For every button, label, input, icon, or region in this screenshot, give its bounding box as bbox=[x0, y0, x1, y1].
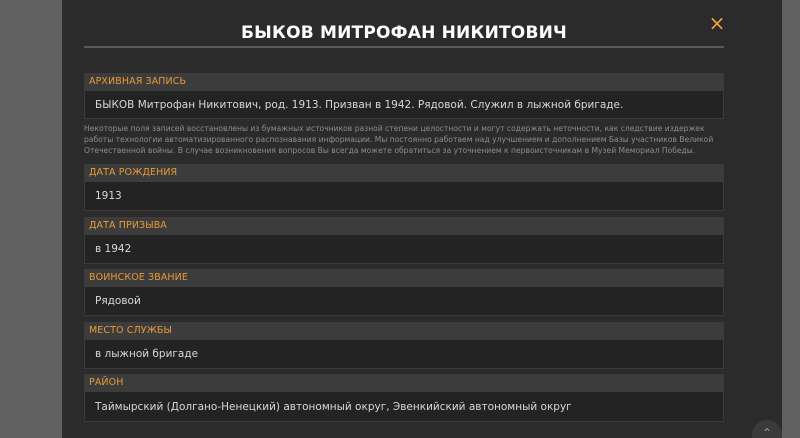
field-label: ДАТА РОЖДЕНИЯ bbox=[84, 164, 724, 182]
chevron-up-icon: ⌃ bbox=[761, 426, 773, 438]
archive-record-label: АРХИВНАЯ ЗАПИСЬ bbox=[84, 73, 724, 91]
close-icon[interactable]: × bbox=[708, 11, 726, 35]
field-conscription-date bbox=[84, 217, 724, 264]
archive-record-block bbox=[84, 73, 724, 119]
field-label: РАЙОН bbox=[84, 374, 724, 392]
field-birth-date bbox=[84, 164, 724, 211]
field-value: 1913 bbox=[84, 182, 724, 211]
title-divider bbox=[84, 46, 724, 48]
field-service-place bbox=[84, 322, 724, 369]
field-label: ВОИНСКОЕ ЗВАНИЕ bbox=[84, 269, 724, 287]
field-label: ДАТА ПРИЗЫВА bbox=[84, 217, 724, 235]
field-value: в лыжной бригаде bbox=[84, 340, 724, 369]
field-district bbox=[84, 374, 724, 422]
field-value: в 1942 bbox=[84, 235, 724, 264]
field-value: Таймырский (Долгано-Ненецкий) автономный округ, Эвенкийский автономный округ bbox=[84, 392, 724, 422]
field-value: Рядовой bbox=[84, 287, 724, 316]
field-military-rank bbox=[84, 269, 724, 316]
disclaimer-text: Некоторые поля записей восстановлены из бумажных источников разной степени целостности и могут содержать неточности, как следствие издержек работы технологии автоматизированного распознавания информации. Мы постоянно работаем над улучшением и дополнением Базы участников Великой Отечественной войны. В случае возникновения вопросов Вы всегда можете обратиться за уточнением к первоисточникам в Музей Мемориал Победы. bbox=[84, 124, 714, 156]
archive-record-value: БЫКОВ Митрофан Никитович, род. 1913. Призван в 1942. Рядовой. Служил в лыжной бригаде. bbox=[84, 91, 724, 119]
record-modal bbox=[62, 0, 782, 438]
field-label: МЕСТО СЛУЖБЫ bbox=[84, 322, 724, 340]
page-title: БЫКОВ МИТРОФАН НИКИТОВИЧ bbox=[241, 23, 567, 43]
